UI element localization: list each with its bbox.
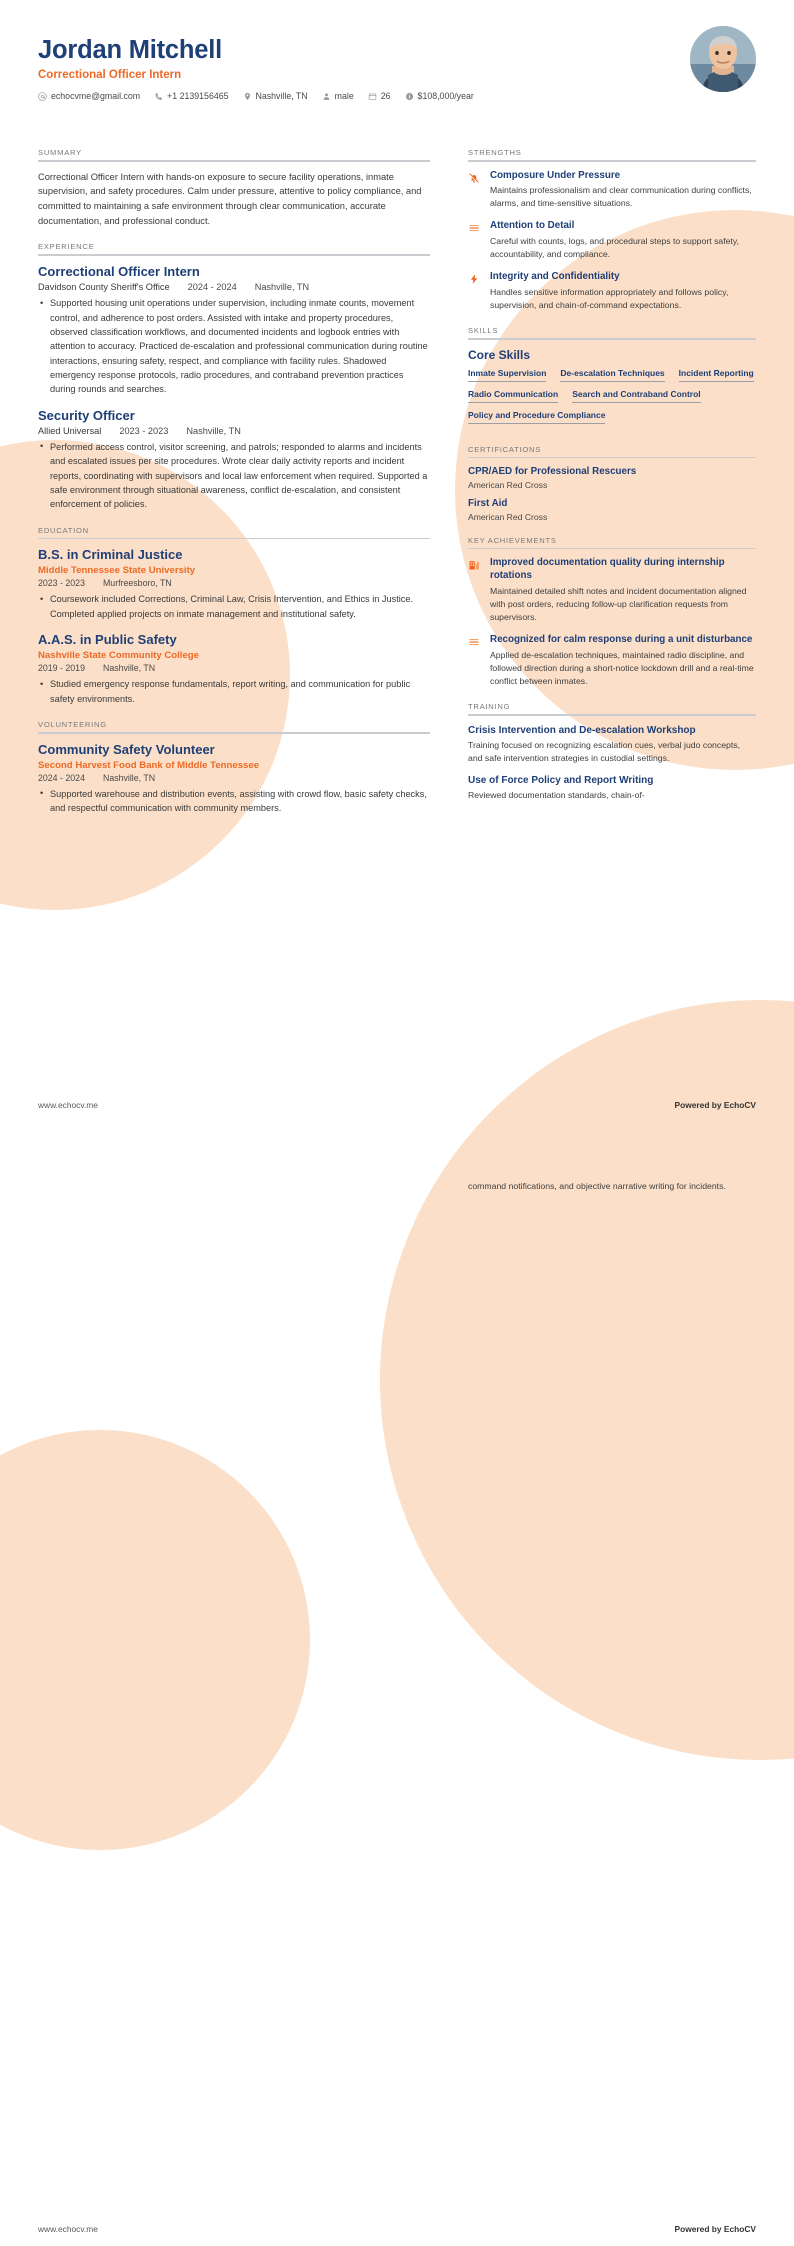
- strength-item: [468, 170, 756, 211]
- section-divider: [468, 548, 756, 550]
- section-volunteering: [38, 720, 430, 816]
- info-icon: [405, 92, 414, 101]
- education-bullets: [38, 592, 430, 621]
- education-location: Nashville, TN: [102, 663, 156, 674]
- section-divider: [468, 714, 756, 716]
- resume-sheet-page-1: [0, 0, 794, 1122]
- section-summary: [38, 148, 430, 228]
- section-certifications: [468, 445, 756, 522]
- experience-location: Nashville, TN: [186, 425, 241, 436]
- section-label-experience: EXPERIENCE: [38, 242, 95, 252]
- education-location: Murfreesboro, TN: [102, 578, 172, 589]
- experience-entry: [38, 264, 430, 397]
- section-achievements: [468, 536, 756, 689]
- page-title: Jordan Mitchell: [38, 36, 223, 64]
- section-label-summary: SUMMARY: [38, 148, 82, 157]
- volunteering-role: Community Safety Volunteer: [38, 741, 215, 757]
- section-divider: [468, 338, 756, 340]
- section-divider: [468, 160, 756, 162]
- education-meta: [38, 578, 430, 588]
- contact-phone[interactable]: [154, 91, 228, 101]
- phone-icon: [154, 92, 163, 101]
- contact-row: [38, 91, 756, 101]
- certification-issuer: American Red Cross: [468, 511, 548, 522]
- education-bullets: [38, 677, 430, 706]
- experience-meta: [38, 282, 430, 292]
- section-label-certifications: CERTIFICATIONS: [468, 444, 542, 454]
- experience-location: Nashville, TN: [254, 282, 310, 293]
- strength-title: Integrity and Confidentiality: [490, 271, 620, 283]
- section-training: [468, 702, 756, 802]
- strength-description: Maintains professionalism and clear communication during conflicts, alarms, and time-sensitive situations.: [490, 185, 752, 209]
- list-lines-icon: [468, 634, 482, 688]
- training-description-continued: command notifications, and objective narrative writing for incidents.: [468, 1181, 726, 1191]
- training-description: Reviewed documentation standards, chain-of-: [468, 790, 645, 801]
- skill-chip: Radio Communication: [468, 389, 558, 403]
- certification-item: [468, 498, 756, 522]
- section-label-education: EDUCATION: [38, 525, 89, 535]
- experience-meta: [38, 426, 430, 436]
- strength-description: Careful with counts, logs, and procedural steps to support safety, accountability, and compliance.: [490, 236, 740, 260]
- list-item: • Supported housing unit operations under supervision, including inmate counts, movement control, and adherence to post orders. Assisted with intake and property procedures, observed classification workflows, and documented incidents and logbook entries with attention to accuracy. Practiced de-escalation and professional communication during routine interactions, ensuring safety, respect, and compliance with facility rules. Shadowed emergency response protocols, radio procedures, and contraband prevention practices during rounds and searches.: [38, 296, 430, 396]
- training-item: [468, 724, 756, 765]
- achievement-description: Maintained detailed shift notes and incident documentation aligned with post orders, reducing follow-up clarification requests from supervisors.: [490, 586, 747, 623]
- achievement-item: [468, 634, 756, 688]
- strength-description: Handles sensitive information appropriately and follows policy, supervision, and chain-of-command expectations.: [490, 286, 729, 311]
- section-label-training: TRAINING: [468, 702, 511, 712]
- education-degree: A.A.S. in Public Safety: [38, 632, 177, 648]
- volunteering-dates: 2024 - 2024: [38, 772, 85, 783]
- strength-title: Attention to Detail: [490, 220, 575, 232]
- list-lines-icon: [468, 220, 482, 261]
- job-title: Correctional Officer Intern: [38, 69, 182, 82]
- skill-chip: Search and Contraband Control: [572, 389, 700, 403]
- section-divider: [38, 732, 430, 734]
- volunteering-entry: [38, 742, 430, 816]
- experience-company: Davidson County Sheriff's Office: [38, 282, 170, 293]
- section-label-strengths: STRENGTHS: [468, 148, 522, 157]
- contact-gender-value: male: [334, 91, 354, 102]
- skill-chip: De-escalation Techniques: [560, 368, 664, 382]
- training-title: Crisis Intervention and De-escalation Workshop: [468, 724, 696, 736]
- summary-text: Correctional Officer Intern with hands-on exposure to secure facility operations, inmate supervision, and safety procedures. Calm under pressure, attentive to policy compliance, and committed to maintaining a safe environment through clear communication, accurate documentation, and professional conduct.: [38, 171, 422, 226]
- list-item: • Coursework included Corrections, Criminal Law, Crisis Intervention, and Ethics in Justice. Completed applied projects on inmate management and institutional safety.: [38, 592, 430, 621]
- training-description: Training focused on recognizing escalation cues, verbal judo concepts, and safe intervention strategies in custodial settings.: [468, 739, 741, 764]
- certification-title: CPR/AED for Professional Rescuers: [468, 466, 637, 478]
- contact-email-value: echocvme@gmail.com: [51, 91, 141, 102]
- education-meta: [38, 663, 430, 673]
- skill-chip: Policy and Procedure Compliance: [468, 410, 605, 424]
- achievement-title: Recognized for calm response during a unit disturbance: [490, 634, 753, 646]
- location-icon: [243, 92, 252, 101]
- footer-powered-by: Powered by EchoCV: [674, 2224, 756, 2234]
- section-divider: [38, 254, 430, 256]
- section-label-achievements: KEY ACHIEVEMENTS: [468, 535, 557, 545]
- left-column: [38, 148, 430, 830]
- skills-list: [468, 368, 756, 431]
- certification-title: First Aid: [468, 498, 508, 509]
- footer-page-2: [38, 2224, 756, 2234]
- contact-salary-value: $108,000/year: [417, 91, 474, 102]
- footer-page-1: [38, 1100, 756, 1110]
- achievement-item: [468, 557, 756, 624]
- contact-location-value: Nashville, TN: [255, 91, 308, 102]
- resume-header: [38, 36, 756, 101]
- contact-location[interactable]: [243, 91, 308, 101]
- resume-sheet-page-2: [0, 1122, 794, 2246]
- person-icon: [322, 92, 331, 101]
- education-school: Nashville State Community College: [38, 650, 199, 662]
- experience-dates: 2023 - 2023: [119, 425, 169, 436]
- education-dates: 2019 - 2019: [38, 663, 85, 674]
- volunteering-location: Nashville, TN: [102, 772, 156, 783]
- volunteering-bullets: [38, 787, 430, 816]
- section-divider: [38, 538, 430, 540]
- footer-website[interactable]: www.echocv.me: [38, 2224, 98, 2234]
- building-chart-icon: [468, 557, 482, 624]
- footer-powered-by: Powered by EchoCV: [674, 1100, 756, 1110]
- section-skills: [468, 326, 756, 431]
- avatar: [690, 26, 756, 92]
- lightning-bolt-icon: [468, 271, 482, 312]
- achievement-title: Improved documentation quality during internship rotations: [490, 557, 725, 582]
- education-entry: [38, 632, 430, 706]
- strength-item: [468, 220, 756, 261]
- experience-job-title: Security Officer: [38, 407, 135, 423]
- section-experience: [38, 242, 430, 511]
- contact-email[interactable]: [38, 91, 140, 101]
- avatar-photo: [690, 26, 756, 92]
- experience-dates: 2024 - 2024: [187, 282, 237, 293]
- footer-website[interactable]: www.echocv.me: [38, 1100, 98, 1110]
- volunteering-meta: [38, 773, 430, 783]
- strength-title: Composure Under Pressure: [490, 169, 621, 181]
- section-divider: [468, 457, 756, 459]
- education-entry: [38, 547, 430, 621]
- contact-gender[interactable]: [322, 91, 354, 101]
- right-column: [468, 148, 756, 830]
- contact-salary[interactable]: [405, 91, 474, 101]
- resume-columns: [38, 148, 756, 830]
- achievement-description: Applied de-escalation techniques, maintained radio discipline, and followed direction during a short-notice lockdown drill and a real-time conflict between inmates.: [490, 650, 754, 687]
- contact-phone-value: +1 2139156465: [167, 91, 229, 102]
- skill-chip: Incident Reporting: [679, 368, 754, 382]
- contact-age[interactable]: [368, 91, 391, 101]
- skills-group-title: Core Skills: [468, 347, 531, 362]
- section-strengths: [468, 148, 756, 312]
- certification-issuer: American Red Cross: [468, 480, 548, 490]
- email-icon: [38, 92, 47, 101]
- experience-company: Allied Universal: [38, 425, 102, 436]
- experience-job-title: Correctional Officer Intern: [38, 263, 200, 279]
- list-item: • Supported warehouse and distribution events, assisting with crowd flow, basic safety checks, and respectful communication with community members.: [38, 787, 430, 816]
- education-degree: B.S. in Criminal Justice: [38, 547, 183, 563]
- certification-item: [468, 466, 756, 490]
- strength-item: [468, 271, 756, 312]
- section-label-volunteering: VOLUNTEERING: [38, 720, 107, 730]
- training-title: Use of Force Policy and Report Writing: [468, 775, 654, 787]
- section-label-skills: SKILLS: [468, 326, 499, 336]
- list-item: • Studied emergency response fundamentals, report writing, and communication for public safety environments.: [38, 677, 430, 706]
- skill-chip: Inmate Supervision: [468, 368, 546, 382]
- calendar-icon: [368, 92, 377, 101]
- list-item: • Performed access control, visitor screening, and patrols; responded to alarms and incidents and escalated issues per site procedures. Wrote clear daily activity reports and incident reports, coordinating with supervisors and local law enforcement when required. Supported a safe environment through situational awareness, conflict de-escalation, and consistent enforcement of policies.: [38, 440, 430, 512]
- experience-bullets: [38, 296, 430, 396]
- contact-age-value: 26: [380, 91, 391, 102]
- training-item: [468, 774, 756, 802]
- education-dates: 2023 - 2023: [38, 578, 85, 589]
- experience-bullets: [38, 440, 430, 512]
- volunteering-org: Second Harvest Food Bank of Middle Tennessee: [38, 759, 260, 771]
- bell-off-icon: [468, 170, 482, 211]
- experience-entry: [38, 408, 430, 512]
- section-divider: [38, 160, 430, 162]
- section-education: [38, 526, 430, 706]
- education-school: Middle Tennessee State University: [38, 565, 196, 577]
